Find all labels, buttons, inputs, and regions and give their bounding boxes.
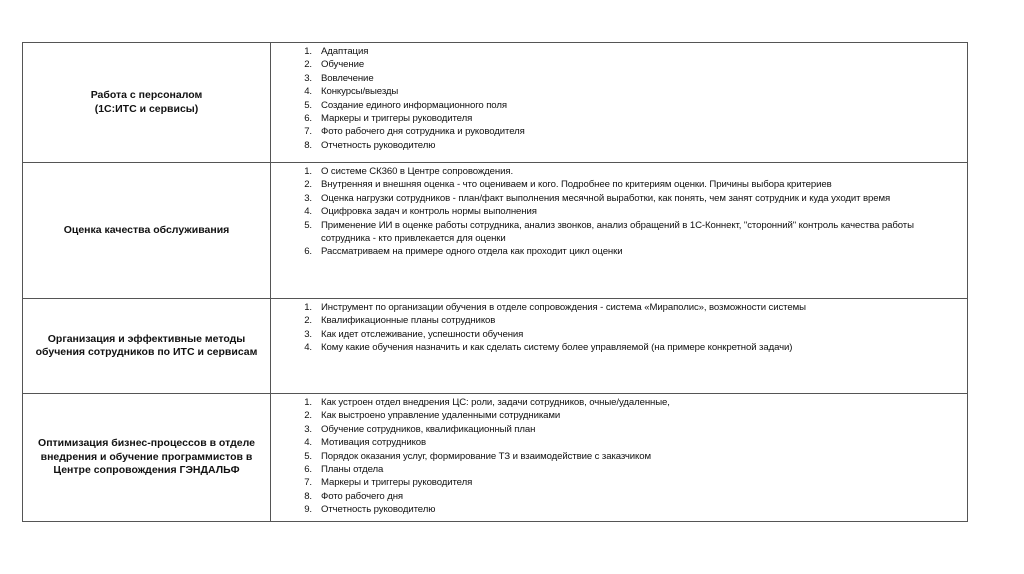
section-content — [271, 299, 968, 394]
list-item-text: Фото рабочего дня — [321, 490, 404, 502]
program-table — [22, 42, 968, 522]
list-number: 6. — [304, 113, 312, 125]
table-row — [23, 299, 968, 394]
topic-list — [271, 301, 955, 355]
list-item — [271, 178, 955, 191]
section-content — [271, 163, 968, 299]
list-number: 1. — [304, 46, 312, 57]
list-number: 5. — [304, 450, 312, 462]
list-item-text: Маркеры и триггеры руководителя — [321, 477, 473, 489]
list-item — [271, 58, 955, 71]
list-item-text: Обучение — [321, 59, 365, 71]
list-item-text: Вовлечение — [321, 72, 374, 84]
list-item-text: Конкурсы/выезды — [321, 86, 399, 98]
list-number: 8. — [304, 139, 312, 151]
list-item-text: О системе СК360 в Центре сопровождения. — [321, 166, 514, 177]
list-item — [271, 463, 955, 476]
list-item — [271, 165, 955, 178]
list-item — [271, 436, 955, 449]
list-number: 4. — [304, 206, 312, 218]
list-item — [271, 245, 955, 258]
list-item — [271, 490, 955, 503]
list-number: 4. — [304, 86, 312, 98]
list-item-text: Создание единого информационного поля — [321, 99, 507, 111]
list-number: 2. — [304, 315, 312, 327]
list-number: 3. — [304, 423, 312, 435]
list-item — [271, 396, 955, 409]
list-item-text: Квалификационные планы сотрудников — [321, 315, 496, 327]
list-item — [271, 314, 955, 327]
section-title: Организация и эффективные методы обучения сотрудников по ИТС и сервисам — [23, 299, 271, 394]
list-item — [271, 219, 955, 246]
list-number: 6. — [304, 464, 312, 476]
list-number: 1. — [304, 302, 312, 313]
list-item-text: Применение ИИ в оценке работы сотрудника, анализ звонков, анализ обращений в 1С-Коннект, "сторонний" контроль качества работы сотрудника - кто привлекается для оценки — [321, 219, 914, 245]
topic-list — [271, 165, 955, 259]
list-number: 1. — [304, 166, 312, 177]
list-item-text: Отчетность руководителю — [321, 139, 436, 151]
list-item-text: Рассматриваем на примере одного отдела как проходит цикл оценки — [321, 246, 623, 258]
list-item-text: Инструмент по организации обучения в отделе сопровождения - система «Мираполис», возможности системы — [321, 302, 806, 313]
list-item — [271, 503, 955, 516]
list-item — [271, 341, 955, 354]
list-number: 7. — [304, 477, 312, 489]
list-item-text: Обучение сотрудников, квалификационный план — [321, 423, 536, 435]
list-number: 3. — [304, 72, 312, 84]
list-number: 5. — [304, 99, 312, 111]
section-content — [271, 43, 968, 163]
list-item — [271, 450, 955, 463]
list-item-text: Как устроен отдел внедрения ЦС: роли, задачи сотрудников, очные/удаленные, — [321, 397, 670, 408]
list-item — [271, 45, 955, 58]
list-number: 9. — [304, 504, 312, 516]
list-item — [271, 192, 955, 205]
list-item-text: Как выстроено управление удаленными сотрудниками — [321, 410, 561, 422]
section-title: Оптимизация бизнес-процессов в отделе внедрения и обучение программистов в Центре сопровождения ГЭНДАЛЬФ — [23, 394, 271, 522]
list-number: 1. — [304, 397, 312, 408]
list-item — [271, 476, 955, 489]
list-item — [271, 301, 955, 314]
list-number: 3. — [304, 192, 312, 204]
table-row — [23, 163, 968, 299]
list-item-text: Оценка нагрузки сотрудников - план/факт выполнения месячной выработки, как понять, чем занят сотрудник и куда уходит время — [321, 192, 891, 204]
list-number: 8. — [304, 490, 312, 502]
list-item — [271, 85, 955, 98]
list-number: 4. — [304, 437, 312, 449]
list-item-text: Маркеры и триггеры руководителя — [321, 113, 473, 125]
list-number: 2. — [304, 179, 312, 191]
list-number: 3. — [304, 328, 312, 340]
list-item — [271, 205, 955, 218]
list-item — [271, 409, 955, 422]
list-number: 4. — [304, 342, 312, 354]
list-number: 5. — [304, 219, 312, 231]
topic-list — [271, 45, 955, 152]
list-item-text: Как идет отслеживание, успешности обучения — [321, 328, 524, 340]
list-item-text: Адаптация — [321, 46, 369, 57]
table-row — [23, 43, 968, 163]
list-number: 6. — [304, 246, 312, 258]
list-item — [271, 125, 955, 138]
section-title: Оценка качества обслуживания — [23, 163, 271, 299]
list-item-text: Отчетность руководителю — [321, 504, 436, 516]
list-item — [271, 139, 955, 152]
list-item — [271, 423, 955, 436]
list-number: 7. — [304, 126, 312, 138]
section-title: Работа с персоналом (1С:ИТС и сервисы) — [23, 43, 271, 163]
list-item-text: Фото рабочего дня сотрудника и руководителя — [321, 126, 525, 138]
list-item-text: Мотивация сотрудников — [321, 437, 427, 449]
topic-list — [271, 396, 955, 517]
list-item-text: Оцифровка задач и контроль нормы выполнения — [321, 206, 537, 218]
list-item-text: Планы отдела — [321, 464, 384, 476]
list-item — [271, 112, 955, 125]
list-item-text: Порядок оказания услуг, формирование ТЗ и взаимодействие с заказчиком — [321, 450, 651, 462]
list-item — [271, 328, 955, 341]
list-item-text: Кому какие обучения назначить и как сделать систему более управляемой (на примере конкретной задачи) — [321, 342, 793, 354]
table-row — [23, 394, 968, 522]
section-content — [271, 394, 968, 522]
list-item — [271, 72, 955, 85]
list-item-text: Внутренняя и внешняя оценка - что оцениваем и кого. Подробнее по критериям оценки. Причины выбора критериев — [321, 179, 832, 191]
list-number: 2. — [304, 59, 312, 71]
list-number: 2. — [304, 410, 312, 422]
list-item — [271, 99, 955, 112]
